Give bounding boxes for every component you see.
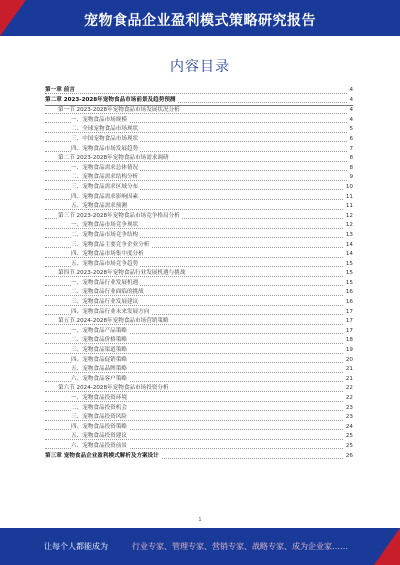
toc-entry-page: 12	[344, 221, 353, 231]
toc-entry-page: 5	[347, 125, 353, 135]
toc-entry-label: 第四节 2023-2028年宠物食品行业发展机遇与挑战	[58, 270, 186, 277]
page-number: 1	[198, 517, 202, 523]
toc-entry[interactable]	[45, 336, 353, 346]
toc-entry-label: 六、宠物食品客户策略	[71, 375, 127, 382]
toc-entry[interactable]	[45, 212, 353, 222]
toc-entry[interactable]	[45, 154, 353, 164]
toc-entry-page: 18	[344, 336, 353, 346]
toc-entry[interactable]	[45, 327, 353, 337]
toc-entry[interactable]	[45, 86, 353, 96]
toc-entry[interactable]	[45, 308, 353, 318]
toc-entry-page: 23	[344, 404, 353, 414]
toc-entry-label: 一、宠物食品需求总体情况	[71, 164, 139, 171]
toc-entry-label: 第二章 2023-2028年宠物食品市场前景及趋势预测	[45, 96, 176, 103]
toc-entry[interactable]	[45, 173, 353, 183]
toc-entry[interactable]	[45, 96, 353, 107]
toc-entry-label: 第二节 2023-2028年宠物食品市场需求调研	[58, 155, 169, 162]
toc-entry-page: 22	[344, 394, 353, 404]
toc-entry-label: 第六节 2024-2028年宠物食品市场投资分析	[58, 385, 169, 392]
toc-entry[interactable]	[45, 116, 353, 126]
toc-entry-page: 4	[347, 106, 353, 116]
toc-entry-label: 六、宠物食品投资前景	[71, 442, 127, 449]
toc-entry[interactable]	[45, 164, 353, 174]
toc-entry[interactable]	[45, 260, 353, 270]
toc-entry-label: 三、宠物食品渠道策略	[71, 347, 127, 354]
toc-entry[interactable]	[45, 250, 353, 260]
toc-entry-page: 19	[344, 346, 353, 356]
toc-entry-page: 15	[344, 260, 353, 270]
toc-entry-page: 4	[347, 96, 353, 106]
toc-entry-label: 二、全球宠物食品市场现状	[71, 126, 139, 133]
toc-entry-label: 第五节 2024-2028年宠物食品市场营销策略	[58, 318, 169, 325]
toc-entry-label: 三、宠物食品行业发展建议	[71, 299, 139, 306]
toc-entry-page: 6	[347, 135, 353, 145]
toc-entry[interactable]	[45, 288, 353, 298]
toc-entry-page: 17	[344, 308, 353, 318]
toc-entry-label: 三、中国宠物食品市场现状	[71, 135, 139, 142]
toc-entry[interactable]	[45, 202, 353, 212]
toc-entry[interactable]	[45, 375, 353, 385]
toc-entry-label: 三、宠物食品投资风险	[71, 414, 127, 421]
toc-entry[interactable]	[45, 413, 353, 423]
toc-entry-label: 四、宠物食品需求影响因素	[71, 193, 139, 200]
toc-entry-label: 五、宠物食品需求预测	[71, 203, 127, 210]
toc-entry-page: 25	[344, 432, 353, 442]
toc-entry-page: 11	[344, 193, 353, 203]
toc-heading: 内容目录	[170, 59, 230, 75]
toc-entry-label: 一、宠物食品产品策略	[71, 327, 127, 334]
toc-entry-label: 一、宠物食品市场竞争现状	[71, 222, 139, 229]
toc-entry-page: 7	[347, 145, 353, 155]
toc-entry-label: 二、宠物食品市场竞争结构	[71, 231, 139, 238]
toc-entry-label: 第一节 2023-2028年宠物食品市场发展状况分析	[58, 107, 180, 114]
toc-entry[interactable]	[45, 384, 353, 394]
toc-entry-label: 第一章 前言	[45, 87, 75, 93]
report-title: 宠物食品企业盈利模式策略研究报告	[84, 13, 316, 29]
toc-entry-page: 24	[344, 423, 353, 433]
toc-entry-label: 一、宠物食品投资环境	[71, 395, 127, 401]
toc-entry-page: 21	[344, 375, 353, 385]
toc-entry-label: 四、宠物食品市场发展趋势	[71, 145, 139, 152]
toc-entry-page: 14	[344, 250, 353, 260]
toc-entry-label: 四、宠物食品投资策略	[71, 423, 127, 430]
toc-entry-label: 五、宠物食品市场竞争趋势	[71, 260, 139, 267]
toc-entry-label: 一、宠物食品行业发展机遇	[71, 279, 139, 286]
toc-entry-label: 四、宠物食品促销策略	[71, 356, 127, 363]
toc-entry[interactable]	[45, 365, 353, 375]
toc-entry[interactable]	[45, 442, 353, 452]
toc-entry-page: 16	[344, 288, 353, 298]
toc-entry-page: 26	[344, 452, 353, 462]
toc-entry-page: 11	[344, 202, 353, 212]
footer-slogan-right: 行业专家、管理专家、营销专家、战略专家、成为企业家……	[132, 542, 348, 551]
toc-entry[interactable]	[45, 452, 353, 462]
toc-entry[interactable]	[45, 193, 353, 203]
toc-entry-page: 8	[347, 154, 353, 164]
toc-entry-page: 14	[344, 241, 353, 251]
toc-entry[interactable]	[45, 279, 353, 289]
table-of-contents	[45, 86, 353, 461]
toc-entry-page: 20	[344, 356, 353, 366]
toc-entry-page: 17	[344, 327, 353, 337]
toc-entry[interactable]	[45, 221, 353, 231]
toc-entry-page: 4	[347, 86, 353, 96]
toc-entry[interactable]	[45, 394, 353, 404]
toc-entry[interactable]	[45, 423, 353, 433]
toc-entry-page: 23	[344, 413, 353, 423]
toc-entry[interactable]	[45, 356, 353, 366]
toc-entry-page: 4	[347, 116, 353, 126]
toc-entry[interactable]	[45, 269, 353, 279]
toc-entry-label: 三、宠物食品主要竞争企业分析	[71, 241, 150, 248]
toc-entry-label: 三、宠物食品需求区域分布	[71, 183, 139, 190]
report-footer	[0, 528, 400, 565]
toc-entry[interactable]	[45, 346, 353, 356]
toc-entry-page: 15	[344, 269, 353, 279]
toc-entry-label: 二、宠物食品需求结构分析	[71, 174, 139, 181]
toc-entry-page: 17	[344, 317, 353, 327]
toc-entry[interactable]	[45, 183, 353, 193]
toc-dot-leader	[45, 343, 347, 344]
toc-entry-page: 12	[344, 212, 353, 222]
toc-entry[interactable]	[45, 432, 353, 442]
toc-entry-page: 8	[347, 164, 353, 174]
toc-entry-page: 21	[344, 365, 353, 375]
toc-entry-page: 15	[344, 279, 353, 289]
toc-entry[interactable]	[45, 145, 353, 155]
toc-entry[interactable]	[45, 135, 353, 145]
toc-entry-label: 五、宠物食品投资建议	[71, 433, 127, 440]
toc-dot-leader	[45, 93, 347, 94]
toc-entry-label: 二、宠物食品行业面临的挑战	[71, 289, 144, 296]
report-header	[0, 0, 400, 36]
toc-entry-label: 二、宠物食品投资机会	[71, 404, 127, 411]
footer-slogan-left: 让每个人都能成为	[44, 542, 108, 551]
toc-entry-label: 五、宠物食品品牌策略	[71, 366, 127, 373]
footer-red-stripe	[374, 528, 400, 565]
toc-entry[interactable]	[45, 125, 353, 135]
toc-dot-leader	[45, 391, 347, 392]
toc-entry-page: 25	[344, 442, 353, 452]
toc-entry-label: 二、宠物食品价格策略	[71, 337, 127, 344]
toc-dot-leader	[45, 295, 347, 296]
toc-entry-label: 第三节 2023-2028年宠物食品市场竞争格局分析	[58, 212, 180, 219]
toc-entry-label: 四、宠物食品市场集中度分析	[71, 251, 144, 258]
toc-entry-page: 13	[344, 231, 353, 241]
toc-dot-leader	[45, 132, 347, 133]
toc-entry[interactable]	[45, 298, 353, 308]
toc-entry-page: 10	[344, 183, 353, 193]
toc-entry[interactable]	[45, 404, 353, 414]
toc-entry[interactable]	[45, 317, 353, 327]
toc-entry[interactable]	[45, 106, 353, 116]
toc-entry[interactable]	[45, 241, 353, 251]
toc-entry-page: 16	[344, 298, 353, 308]
toc-dot-leader	[45, 439, 347, 440]
toc-entry-label: 四、宠物食品行业未来发展方向	[71, 308, 150, 315]
toc-entry-label: 第三章 宠物食品企业盈利模式解析及方案设计	[45, 452, 159, 459]
toc-entry-page: 22	[344, 384, 353, 394]
toc-entry-label: 一、宠物食品市场规模	[71, 116, 127, 123]
toc-entry[interactable]	[45, 231, 353, 241]
toc-entry-page: 9	[347, 173, 353, 183]
